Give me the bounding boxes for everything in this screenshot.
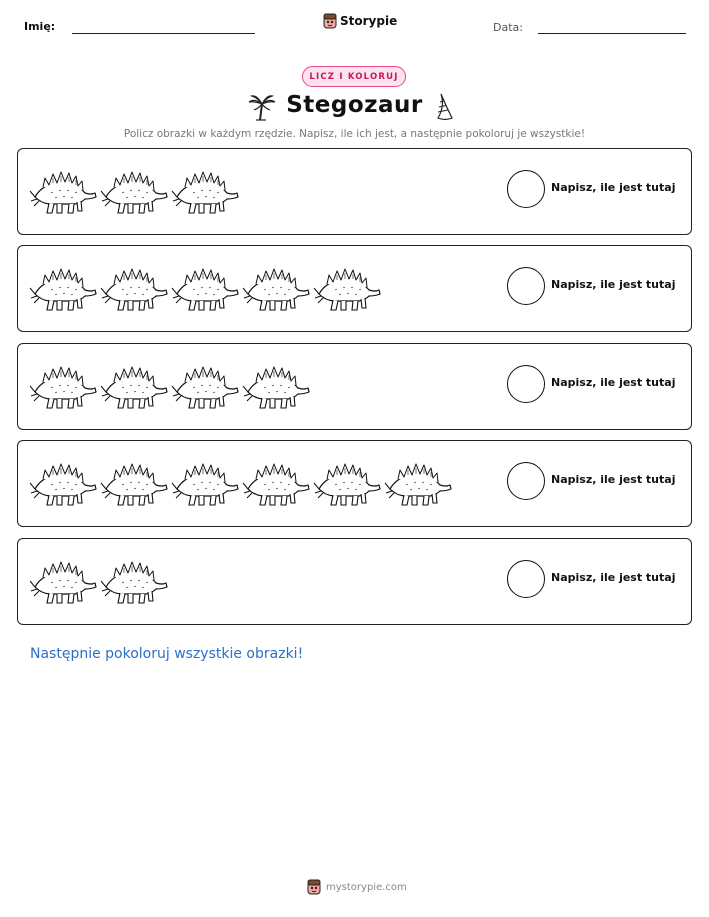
- stegosaurus-icon[interactable]: [100, 455, 168, 509]
- stegosaurus-icon[interactable]: [29, 455, 97, 509]
- answer-circle[interactable]: [507, 462, 545, 500]
- stegosaurus-icon[interactable]: [171, 455, 239, 509]
- instructions-text: Policz obrazki w każdym rzędzie. Napisz, ile ich jest, a następnie pokoloruj je wszystkie!: [123, 128, 586, 140]
- answer-label: Napisz, ile jest tutaj: [551, 376, 676, 389]
- stegosaurus-icon[interactable]: [242, 455, 310, 509]
- stegosaurus-icon[interactable]: [384, 455, 452, 509]
- page-title: Stegozaur: [286, 92, 423, 118]
- storypie-mascot-icon: [323, 13, 337, 29]
- answer-label: Napisz, ile jest tutaj: [551, 571, 676, 584]
- answer-label: Napisz, ile jest tutaj: [551, 473, 676, 486]
- counting-row-3: [17, 343, 692, 430]
- stegosaurus-icon[interactable]: [171, 163, 239, 217]
- stegosaurus-icon[interactable]: [29, 260, 97, 314]
- stegosaurus-icon[interactable]: [171, 260, 239, 314]
- picture-group: [29, 455, 452, 509]
- date-input-line[interactable]: [538, 33, 686, 34]
- picture-group: [29, 260, 381, 314]
- brand-logo: [323, 13, 397, 29]
- answer-circle[interactable]: [507, 560, 545, 598]
- answer-label: Napisz, ile jest tutaj: [551, 278, 676, 291]
- stegosaurus-icon[interactable]: [29, 553, 97, 607]
- stegosaurus-icon[interactable]: [242, 260, 310, 314]
- brand-name: Storypie: [340, 14, 398, 28]
- picture-group: [29, 553, 168, 607]
- horn-icon: [433, 92, 457, 122]
- name-input-line[interactable]: [72, 33, 255, 34]
- stegosaurus-icon[interactable]: [100, 553, 168, 607]
- stegosaurus-icon[interactable]: [100, 163, 168, 217]
- footer-site: mystorypie.com: [326, 881, 407, 893]
- answer-circle[interactable]: [507, 365, 545, 403]
- stegosaurus-icon[interactable]: [100, 260, 168, 314]
- stegosaurus-icon[interactable]: [242, 358, 310, 412]
- name-label: Imię:: [24, 20, 56, 33]
- stegosaurus-icon[interactable]: [313, 260, 381, 314]
- counting-row-5: [17, 538, 692, 625]
- picture-group: [29, 163, 239, 217]
- title-row: [0, 92, 709, 122]
- worksheet-type-badge: LICZ I KOLORUJ: [302, 66, 406, 87]
- counting-row-1: [17, 148, 692, 235]
- counting-row-4: [17, 440, 692, 527]
- stegosaurus-icon[interactable]: [100, 358, 168, 412]
- answer-circle[interactable]: [507, 170, 545, 208]
- stegosaurus-icon[interactable]: [29, 358, 97, 412]
- stegosaurus-icon[interactable]: [29, 163, 97, 217]
- answer-label: Napisz, ile jest tutaj: [551, 181, 676, 194]
- counting-row-2: [17, 245, 692, 332]
- stegosaurus-icon[interactable]: [313, 455, 381, 509]
- answer-circle[interactable]: [507, 267, 545, 305]
- footer-brand: [307, 879, 407, 895]
- storypie-mascot-icon: [307, 879, 321, 895]
- coloring-instruction: Następnie pokoloruj wszystkie obrazki!: [30, 646, 304, 662]
- stegosaurus-icon[interactable]: [171, 358, 239, 412]
- date-label: Data:: [493, 21, 523, 34]
- picture-group: [29, 358, 310, 412]
